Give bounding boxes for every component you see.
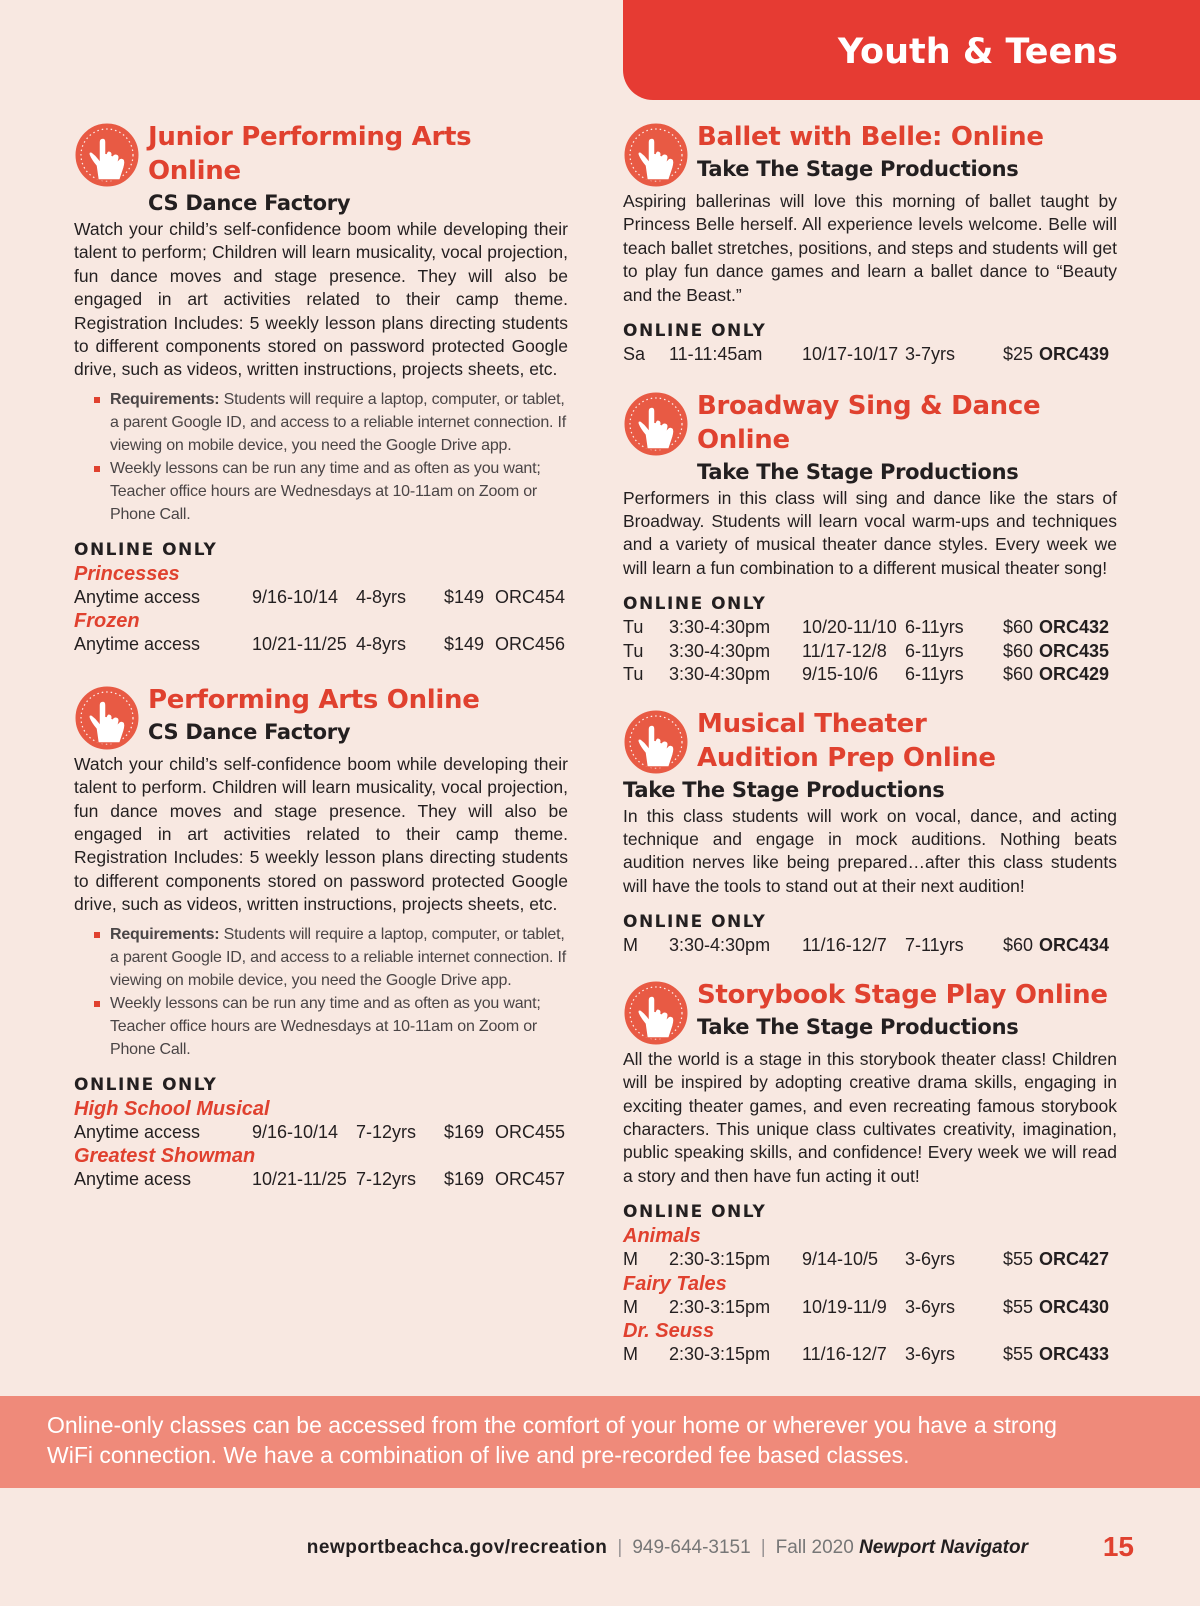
schedule-row bbox=[623, 1343, 1117, 1367]
weekly-lessons-item: Weekly lessons can be run any time and as often as you want; Teacher office hours are Wednesdays at 10-11am on Zoom or Phone Call. bbox=[110, 992, 568, 1061]
class-provider: Take The Stage Productions bbox=[697, 1014, 1019, 1039]
schedule-code[interactable]: ORC456 bbox=[495, 634, 566, 655]
schedule-day: Anytime access bbox=[74, 1121, 201, 1142]
left-column bbox=[74, 120, 568, 1212]
schedule-dates: 9/14-10/5 bbox=[802, 1249, 879, 1270]
schedule-code[interactable]: ORC435 bbox=[1039, 640, 1110, 661]
schedule-day: Tu bbox=[623, 640, 644, 661]
schedule-day: M bbox=[623, 935, 638, 956]
schedule-dates: 11/17-12/8 bbox=[802, 640, 887, 661]
hand-pointer-icon bbox=[623, 391, 689, 457]
online-only-label: ONLINE ONLY bbox=[74, 1074, 218, 1095]
schedule-dates: 11/16-12/7 bbox=[802, 935, 887, 956]
schedule-row bbox=[74, 633, 568, 657]
class-header bbox=[623, 389, 1117, 487]
class-header bbox=[74, 683, 568, 753]
schedule-price: $25 bbox=[1003, 344, 1034, 365]
requirements-text: Students will require a laptop, computer, or tablet, a parent Google ID, and access to a reliable internet connection. If viewing on mobile device, you need the Google Drive app. bbox=[110, 925, 567, 989]
schedule-row bbox=[623, 934, 1117, 958]
class-provider: CS Dance Factory bbox=[148, 719, 351, 744]
class-description: In this class students will work on vocal, dance, and acting technique and engage in mock auditions. Nothing beats audition nerves like being prepared…after this class students will have the tools to stand out at their next audition! bbox=[623, 805, 1117, 896]
class-header bbox=[623, 707, 1117, 805]
schedule-code[interactable]: ORC439 bbox=[1039, 344, 1110, 365]
hand-pointer-icon bbox=[623, 122, 689, 188]
schedule-code[interactable]: ORC454 bbox=[495, 586, 566, 607]
section-tab bbox=[623, 0, 1200, 100]
schedule-row bbox=[623, 616, 1117, 640]
schedule-day: M bbox=[623, 1249, 638, 1270]
schedule-time: 3:30-4:30pm bbox=[669, 617, 771, 638]
schedule-price: $169 bbox=[444, 1169, 485, 1190]
requirements-text: Students will require a laptop, computer, or tablet, a parent Google ID, and access to a reliable internet connection. If viewing on mobile device, you need the Google Drive app. bbox=[110, 390, 567, 454]
class-header bbox=[74, 120, 568, 218]
class-description: Watch your child’s self-confidence boom while developing their talent to perform. Children will learn musicality, vocal projection, fun dance moves and stage presence. They will also be engaged in art activities related to their camp theme. Registration Includes: 5 weekly lesson plans directing students to different components stored on password protected Google drive, such as videos, written instructions, projects sheets, etc. bbox=[74, 753, 568, 915]
footer-line bbox=[307, 1537, 1028, 1559]
class-header bbox=[623, 978, 1117, 1048]
schedule-price: $55 bbox=[1003, 1344, 1034, 1365]
schedule-price: $60 bbox=[1003, 935, 1034, 956]
schedule-price: $55 bbox=[1003, 1249, 1034, 1270]
online-only-label: ONLINE ONLY bbox=[74, 539, 218, 560]
schedule-row bbox=[623, 640, 1117, 664]
schedule-dates: 10/17-10/17 bbox=[802, 344, 899, 365]
schedule-time: 2:30-3:15pm bbox=[669, 1344, 771, 1365]
schedule-time: 11-11:45am bbox=[669, 344, 763, 365]
schedule-code[interactable]: ORC455 bbox=[495, 1121, 566, 1142]
schedule-price: $169 bbox=[444, 1121, 485, 1142]
class-listing bbox=[623, 389, 1117, 687]
schedule-row bbox=[74, 1121, 568, 1145]
class-title-line: Junior Performing Arts Online bbox=[148, 122, 472, 186]
hand-pointer-icon bbox=[74, 685, 140, 751]
class-title bbox=[697, 120, 1117, 154]
schedule-dates: 10/21-11/25 bbox=[252, 1169, 347, 1190]
schedule-ages: 6-11yrs bbox=[905, 640, 964, 661]
requirements-item bbox=[110, 923, 568, 992]
footer-phone: 949-644-3151 bbox=[632, 1537, 751, 1558]
schedule-time: 3:30-4:30pm bbox=[669, 935, 771, 956]
class-title-line: Ballet with Belle: Online bbox=[697, 122, 1044, 152]
schedule-ages: 4-8yrs bbox=[356, 586, 407, 607]
class-title bbox=[697, 707, 1117, 775]
schedule-time: 3:30-4:30pm bbox=[669, 664, 771, 685]
schedule-dates: 9/16-10/14 bbox=[252, 586, 339, 607]
class-title-line: Audition Prep Online bbox=[697, 742, 996, 773]
footer-separator: | bbox=[617, 1537, 623, 1558]
schedule-code[interactable]: ORC427 bbox=[1039, 1249, 1110, 1270]
requirements-item bbox=[110, 388, 568, 457]
class-description: Performers in this class will sing and dance like the stars of Broadway. Students will learn vocal warm-ups and techniques and a variety of musical theater dance styles. Every week we will learn a fun combination to a different musical theater song! bbox=[623, 487, 1117, 578]
schedule-price: $149 bbox=[444, 634, 485, 655]
page-footer bbox=[0, 1531, 1200, 1565]
footer-separator: | bbox=[760, 1537, 766, 1558]
schedule-ages: 3-6yrs bbox=[905, 1344, 956, 1365]
schedule-code[interactable]: ORC432 bbox=[1039, 617, 1110, 638]
online-only-label: ONLINE ONLY bbox=[623, 594, 767, 615]
banner-text: Online-only classes can be accessed from the comfort of your home or wherever you have a strong WiFi connection. We have a combination of live and pre-recorded fee based classes. bbox=[47, 1412, 1057, 1468]
online-only-label: ONLINE ONLY bbox=[623, 1202, 767, 1223]
hand-pointer-icon bbox=[623, 709, 689, 775]
footer-season: Fall 2020 bbox=[775, 1537, 854, 1558]
schedule-row bbox=[74, 586, 568, 610]
class-variant-title: Animals bbox=[623, 1225, 701, 1248]
schedule-ages: 3-6yrs bbox=[905, 1249, 956, 1270]
online-only-label: ONLINE ONLY bbox=[623, 912, 767, 933]
page-number: 15 bbox=[1102, 1531, 1134, 1562]
class-title bbox=[697, 389, 1117, 457]
schedule-row bbox=[623, 1248, 1117, 1272]
section-title: Youth & Teens bbox=[837, 32, 1118, 72]
class-title bbox=[148, 683, 568, 717]
class-description: All the world is a stage in this storybook theater class! Children will be inspired by adopting creative drama skills, engaging in exciting theater games, and even recreating famous storybook characters. This unique class cultivates creativity, imagination, public speaking skills, and confidence! Every week we will read a story and then have fun acting it out! bbox=[623, 1048, 1117, 1186]
schedule-ages: 7-12yrs bbox=[356, 1169, 417, 1190]
schedule-price: $60 bbox=[1003, 617, 1034, 638]
schedule-day: M bbox=[623, 1296, 638, 1317]
schedule-dates: 11/16-12/7 bbox=[802, 1344, 887, 1365]
schedule-code[interactable]: ORC457 bbox=[495, 1169, 566, 1190]
schedule-day: M bbox=[623, 1344, 638, 1365]
online-only-label: ONLINE ONLY bbox=[623, 321, 767, 342]
schedule-row bbox=[623, 663, 1117, 687]
weekly-lessons-item: Weekly lessons can be run any time and as often as you want; Teacher office hours are Wednesdays at 10-11am on Zoom or Phone Call. bbox=[110, 457, 568, 526]
class-description: Watch your child’s self-confidence boom while developing their talent to perform; Children will learn musicality, vocal projection, fun dance moves and stage presence. They will also be engaged in art activities related to their camp theme. Registration Includes: 5 weekly lesson plans directing students to different components stored on password protected Google drive, such as videos, written instructions, projects sheets, etc. bbox=[74, 219, 568, 380]
class-title-line: Musical Theater bbox=[697, 708, 927, 739]
class-variant-title: Fairy Tales bbox=[623, 1272, 727, 1295]
class-provider: Take The Stage Productions bbox=[697, 459, 1019, 484]
class-provider: CS Dance Factory bbox=[148, 191, 351, 215]
schedule-code[interactable]: ORC429 bbox=[1039, 664, 1110, 685]
online-info-banner bbox=[0, 1396, 1200, 1488]
schedule-day: Tu bbox=[623, 617, 644, 638]
schedule-dates: 10/20-11/10 bbox=[802, 617, 897, 638]
schedule-code[interactable]: ORC434 bbox=[1039, 935, 1110, 956]
schedule-price: $60 bbox=[1003, 664, 1034, 685]
right-column bbox=[623, 120, 1117, 1387]
schedule-code[interactable]: ORC430 bbox=[1039, 1296, 1110, 1317]
requirements-list bbox=[110, 923, 568, 1061]
schedule-ages: 3-7yrs bbox=[905, 344, 956, 365]
class-variant-title: Princesses bbox=[74, 562, 180, 585]
schedule-row bbox=[74, 1168, 568, 1192]
schedule-ages: 7-12yrs bbox=[356, 1121, 417, 1142]
schedule-price: $60 bbox=[1003, 640, 1034, 661]
schedule-row bbox=[623, 343, 1117, 367]
class-title-line: Storybook Stage Play Online bbox=[697, 979, 1108, 1010]
schedule-dates: 9/16-10/14 bbox=[252, 1121, 339, 1142]
schedule-price: $149 bbox=[444, 586, 485, 607]
schedule-ages: 6-11yrs bbox=[905, 617, 964, 638]
schedule-price: $55 bbox=[1003, 1296, 1034, 1317]
class-variant-title: Dr. Seuss bbox=[623, 1320, 715, 1343]
schedule-time: 3:30-4:30pm bbox=[669, 640, 771, 661]
requirements-label: Requirements: bbox=[110, 390, 220, 408]
class-listing bbox=[623, 707, 1117, 958]
class-description: Aspiring ballerinas will love this morning of ballet taught by Princess Belle herself. All experience levels welcome. Belle will teach ballet stretches, positions, and steps and students will get to play fun dance games and learn a ballet dance to “Beauty and the Beast.” bbox=[623, 191, 1117, 305]
schedule-day: Anytime acess bbox=[74, 1169, 192, 1190]
schedule-ages: 7-11yrs bbox=[905, 935, 964, 956]
schedule-time: 2:30-3:15pm bbox=[669, 1296, 771, 1317]
footer-url[interactable]: newportbeachca.gov/recreation bbox=[306, 1537, 608, 1558]
schedule-code[interactable]: ORC433 bbox=[1039, 1344, 1110, 1365]
class-title bbox=[148, 120, 568, 188]
hand-pointer-icon bbox=[74, 122, 140, 188]
class-provider: Take The Stage Productions bbox=[623, 777, 945, 802]
class-provider: Take The Stage Productions bbox=[697, 157, 1019, 181]
schedule-day: Anytime access bbox=[74, 586, 201, 607]
schedule-day: Anytime access bbox=[74, 634, 201, 655]
class-header bbox=[623, 120, 1117, 190]
schedule-dates: 10/19-11/9 bbox=[802, 1296, 887, 1317]
hand-pointer-icon bbox=[623, 980, 689, 1046]
schedule-time: 2:30-3:15pm bbox=[669, 1249, 771, 1270]
class-title-line: Broadway Sing & Dance Online bbox=[697, 390, 1041, 455]
schedule-ages: 6-11yrs bbox=[905, 664, 964, 685]
requirements-list bbox=[110, 388, 568, 526]
class-variant-title: Frozen bbox=[74, 610, 140, 633]
requirements-label: Requirements: bbox=[110, 925, 220, 943]
class-title bbox=[697, 978, 1117, 1012]
schedule-day: Tu bbox=[623, 664, 644, 685]
class-variant-title: Greatest Showman bbox=[74, 1145, 256, 1168]
schedule-ages: 4-8yrs bbox=[356, 634, 407, 655]
footer-publication: Newport Navigator bbox=[859, 1537, 1028, 1558]
class-listing bbox=[74, 683, 568, 1192]
schedule-day: Sa bbox=[623, 344, 646, 365]
class-variant-title: High School Musical bbox=[74, 1097, 270, 1120]
class-listing bbox=[623, 978, 1117, 1367]
schedule-row bbox=[623, 1296, 1117, 1320]
schedule-dates: 10/21-11/25 bbox=[252, 634, 347, 655]
schedule-ages: 3-6yrs bbox=[905, 1296, 956, 1317]
class-listing bbox=[623, 120, 1117, 367]
class-title-line: Performing Arts Online bbox=[148, 684, 480, 715]
schedule-dates: 9/15-10/6 bbox=[802, 664, 879, 685]
class-listing bbox=[74, 120, 568, 657]
